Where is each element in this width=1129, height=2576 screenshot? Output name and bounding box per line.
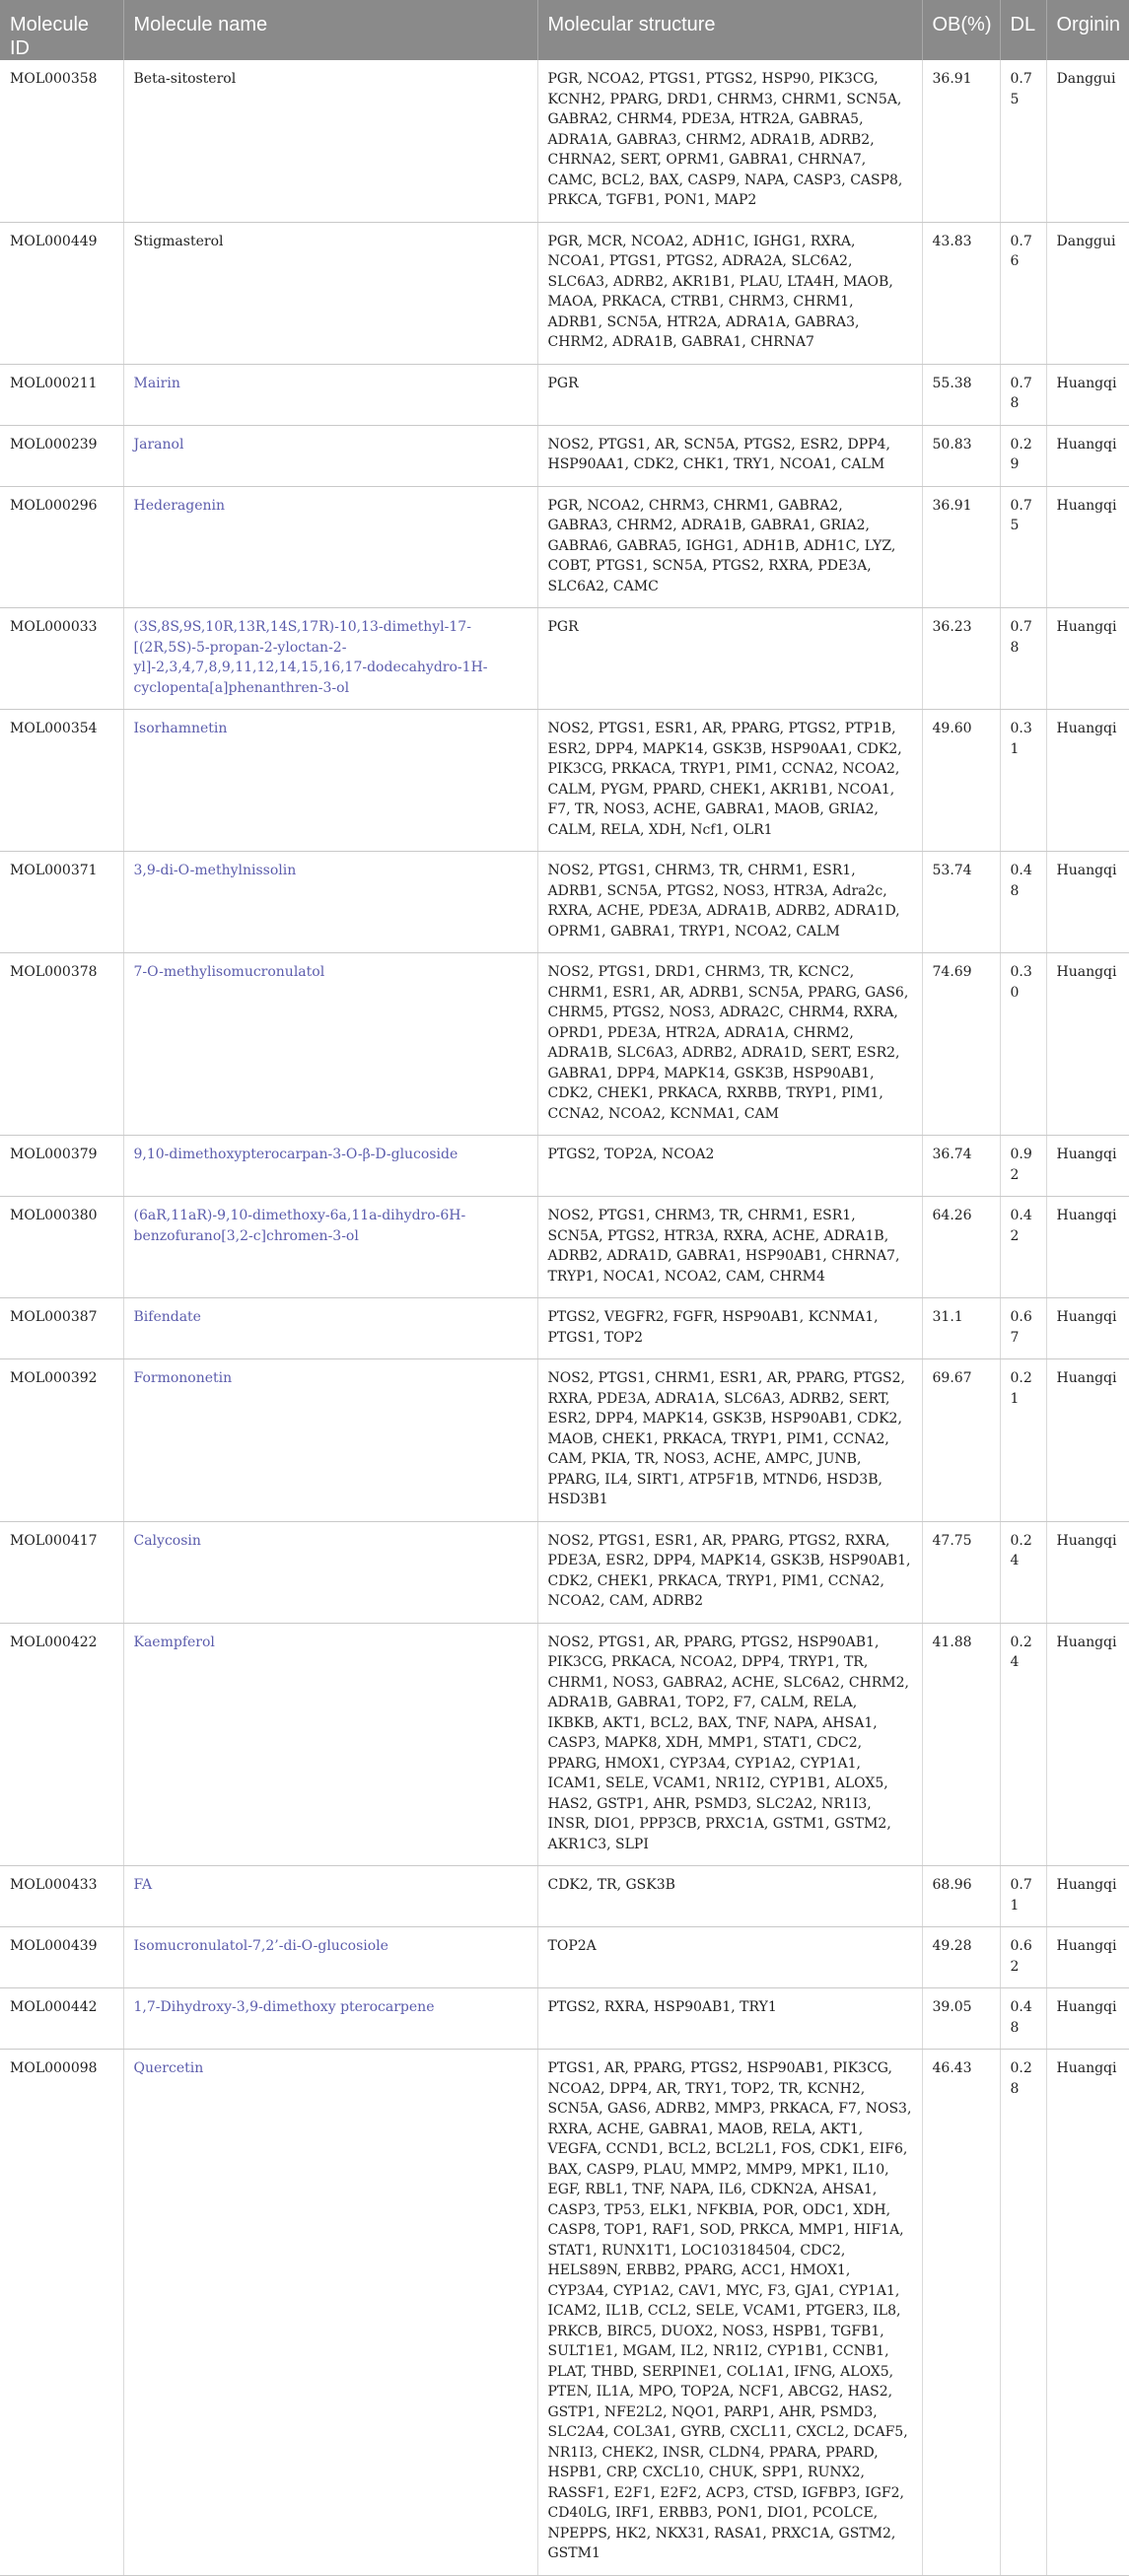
molecule-id: MOL000380 bbox=[0, 1197, 123, 1298]
table-row bbox=[0, 1927, 1129, 1988]
table-row bbox=[0, 953, 1129, 1136]
ob-value: 49.60 bbox=[922, 710, 1000, 852]
ob-value: 50.83 bbox=[922, 425, 1000, 486]
origin: Huangqi bbox=[1046, 2050, 1129, 2576]
molecular-structure: NOS2, PTGS1, CHRM3, TR, CHRM1, ESR1, ADRB1, SCN5A, PTGS2, NOS3, HTR3A, Adra2c, RXRA, ACHE, PDE3A, ADRA1B, ADRB2, ADRA1D, OPRM1, GABRA1, TRYP1, NCOA2, CALM bbox=[537, 852, 922, 953]
ob-value: 36.23 bbox=[922, 608, 1000, 710]
molecule-name-link[interactable]: Hederagenin bbox=[123, 486, 537, 608]
table-row bbox=[0, 1623, 1129, 1866]
molecule-name-link[interactable]: Quercetin bbox=[123, 2050, 537, 2576]
dl-value: 0.30 bbox=[1000, 953, 1046, 1136]
ob-value: 68.96 bbox=[922, 1866, 1000, 1927]
origin: Huangqi bbox=[1046, 1988, 1129, 2050]
header-origin: Orginin bbox=[1046, 0, 1129, 60]
dl-value: 0.24 bbox=[1000, 1623, 1046, 1866]
molecule-id: MOL000442 bbox=[0, 1988, 123, 2050]
table-row bbox=[0, 486, 1129, 608]
ob-value: 36.91 bbox=[922, 60, 1000, 222]
origin: Huangqi bbox=[1046, 710, 1129, 852]
origin: Huangqi bbox=[1046, 486, 1129, 608]
molecular-structure: TOP2A bbox=[537, 1927, 922, 1988]
molecular-structure: NOS2, PTGS1, ESR1, AR, PPARG, PTGS2, PTP1B, ESR2, DPP4, MAPK14, GSK3B, HSP90AA1, CDK2, PIK3CG, PRKACA, TRYP1, PIM1, CCNA2, NCOA2, CALM, PYGM, PPARD, CHEK1, AKR1B1, NCOA1, F7, TR, NOS3, ACHE, GABRA1, MAOB, GRIA2, CALM, RELA, XDH, Ncf1, OLR1 bbox=[537, 710, 922, 852]
molecule-name-link[interactable]: Bifendate bbox=[123, 1298, 537, 1359]
molecule-id: MOL000354 bbox=[0, 710, 123, 852]
origin: Huangqi bbox=[1046, 1521, 1129, 1623]
molecular-structure: NOS2, PTGS1, CHRM3, TR, CHRM1, ESR1, SCN5A, PTGS2, HTR3A, RXRA, ACHE, ADRA1B, ADRB2, ADRA1D, GABRA1, HSP90AB1, CHRNA7, TRYP1, NOCA1, NCOA2, CAM, CHRM4 bbox=[537, 1197, 922, 1298]
ob-value: 36.91 bbox=[922, 486, 1000, 608]
molecular-structure: PTGS2, TOP2A, NCOA2 bbox=[537, 1136, 922, 1197]
molecule-id: MOL000379 bbox=[0, 1136, 123, 1197]
molecule-id: MOL000378 bbox=[0, 953, 123, 1136]
molecule-id: MOL000392 bbox=[0, 1359, 123, 1522]
dl-value: 0.48 bbox=[1000, 852, 1046, 953]
dl-value: 0.75 bbox=[1000, 486, 1046, 608]
origin: Huangqi bbox=[1046, 953, 1129, 1136]
molecule-id: MOL000387 bbox=[0, 1298, 123, 1359]
dl-value: 0.78 bbox=[1000, 364, 1046, 425]
origin: Huangqi bbox=[1046, 1927, 1129, 1988]
table-row bbox=[0, 2050, 1129, 2576]
ob-value: 39.05 bbox=[922, 1988, 1000, 2050]
table-row bbox=[0, 710, 1129, 852]
ob-value: 53.74 bbox=[922, 852, 1000, 953]
origin: Danggui bbox=[1046, 222, 1129, 364]
ob-value: 55.38 bbox=[922, 364, 1000, 425]
molecule-name-link[interactable]: 3,9-di-O-methylnissolin bbox=[123, 852, 537, 953]
molecule-id: MOL000439 bbox=[0, 1927, 123, 1988]
molecular-structure: PGR bbox=[537, 608, 922, 710]
table-row bbox=[0, 1197, 1129, 1298]
molecular-structure: NOS2, PTGS1, CHRM1, ESR1, AR, PPARG, PTGS2, RXRA, PDE3A, ADRA1A, SLC6A3, ADRB2, SERT, ESR2, DPP4, MAPK14, GSK3B, HSP90AB1, CDK2, MAOB, CHEK1, PRKACA, TRYP1, PIM1, CCNA2, CAM, PKIA, TR, NOS3, ACHE, AMPC, JUNB, PPARG, IL4, SIRT1, ATP5F1B, MTND6, HSD3B, HSD3B1 bbox=[537, 1359, 922, 1522]
origin: Huangqi bbox=[1046, 1197, 1129, 1298]
table-row bbox=[0, 1298, 1129, 1359]
molecule-name-link[interactable]: Isomucronulatol-7,2’-di-O-glucosiole bbox=[123, 1927, 537, 1988]
ob-value: 69.67 bbox=[922, 1359, 1000, 1522]
header-molecule-name: Molecule name bbox=[123, 0, 537, 60]
origin: Huangqi bbox=[1046, 852, 1129, 953]
table-header bbox=[0, 0, 1129, 60]
ob-value: 47.75 bbox=[922, 1521, 1000, 1623]
header-ob: OB(%) bbox=[922, 0, 1000, 60]
table-row bbox=[0, 1136, 1129, 1197]
origin: Huangqi bbox=[1046, 1298, 1129, 1359]
molecular-structure: NOS2, PTGS1, ESR1, AR, PPARG, PTGS2, RXRA, PDE3A, ESR2, DPP4, MAPK14, GSK3B, HSP90AB1, CDK2, CHEK1, PRKACA, TRYP1, PIM1, CCNA2, NCOA2, CAM, ADRB2 bbox=[537, 1521, 922, 1623]
table-row bbox=[0, 222, 1129, 364]
origin: Huangqi bbox=[1046, 1359, 1129, 1522]
table-row bbox=[0, 1359, 1129, 1522]
origin: Huangqi bbox=[1046, 1623, 1129, 1866]
ob-value: 64.26 bbox=[922, 1197, 1000, 1298]
molecular-structure: PGR, MCR, NCOA2, ADH1C, IGHG1, RXRA, NCOA1, PTGS1, PTGS2, ADRA2A, SLC6A2, SLC6A3, ADRB2, AKR1B1, PLAU, LTA4H, MAOB, MAOA, PRKACA, CTRB1, CHRM3, CHRM1, ADRB1, SCN5A, HTR2A, ADRA1A, GABRA3, CHRM2, ADRA1B, GABRA1, CHRNA7 bbox=[537, 222, 922, 364]
ob-value: 49.28 bbox=[922, 1927, 1000, 1988]
molecule-name-link[interactable]: 9,10-dimethoxypterocarpan-3-O-β-D-glucoside bbox=[123, 1136, 537, 1197]
molecule-id: MOL000433 bbox=[0, 1866, 123, 1927]
dl-value: 0.29 bbox=[1000, 425, 1046, 486]
dl-value: 0.71 bbox=[1000, 1866, 1046, 1927]
molecule-name-link[interactable]: Isorhamnetin bbox=[123, 710, 537, 852]
dl-value: 0.31 bbox=[1000, 710, 1046, 852]
molecule-id: MOL000211 bbox=[0, 364, 123, 425]
table-row bbox=[0, 1521, 1129, 1623]
molecule-name-link[interactable]: 7-O-methylisomucronulatol bbox=[123, 953, 537, 1136]
table-row bbox=[0, 425, 1129, 486]
molecular-structure: CDK2, TR, GSK3B bbox=[537, 1866, 922, 1927]
table-row bbox=[0, 608, 1129, 710]
molecular-structure: NOS2, PTGS1, AR, PPARG, PTGS2, HSP90AB1, PIK3CG, PRKACA, NCOA2, DPP4, TRYP1, TR, CHRM1, NOS3, GABRA2, ACHE, SLC6A2, CHRM2, ADRA1B, GABRA1, TOP2, F7, CALM, RELA, IKBKB, AKT1, BCL2, BAX, TNF, NAPA, AHSA1, CASP3, MAPK8, XDH, MMP1, STAT1, CDC2, PPARG, HMOX1, CYP3A4, CYP1A2, CYP1A1, ICAM1, SELE, VCAM1, NR1I2, CYP1B1, ALOX5, HAS2, GSTP1, AHR, PSMD3, SLC2A2, NR1I3, INSR, DIO1, PPP3CB, PRXC1A, GSTM1, GSTM2, AKR1C3, SLPI bbox=[537, 1623, 922, 1866]
molecule-name-link[interactable]: Mairin bbox=[123, 364, 537, 425]
origin: Huangqi bbox=[1046, 1866, 1129, 1927]
table-row bbox=[0, 364, 1129, 425]
molecular-structure: PGR, NCOA2, CHRM3, CHRM1, GABRA2, GABRA3, CHRM2, ADRA1B, GABRA1, GRIA2, GABRA6, GABRA5, IGHG1, ADH1B, ADH1C, LYZ, COBT, PTGS1, SCN5A, PTGS2, RXRA, PDE3A, SLC6A2, CAMC bbox=[537, 486, 922, 608]
molecule-name-link[interactable]: Calycosin bbox=[123, 1521, 537, 1623]
header-molecule-id: Molecule ID bbox=[0, 0, 123, 60]
dl-value: 0.48 bbox=[1000, 1988, 1046, 2050]
dl-value: 0.62 bbox=[1000, 1927, 1046, 1988]
dl-value: 0.24 bbox=[1000, 1521, 1046, 1623]
ob-value: 31.1 bbox=[922, 1298, 1000, 1359]
header-dl: DL bbox=[1000, 0, 1046, 60]
table-row bbox=[0, 1988, 1129, 2050]
header-molecular-structure: Molecular structure bbox=[537, 0, 922, 60]
dl-value: 0.21 bbox=[1000, 1359, 1046, 1522]
origin: Huangqi bbox=[1046, 1136, 1129, 1197]
ob-value: 46.43 bbox=[922, 2050, 1000, 2576]
molecule-name: Stigmasterol bbox=[123, 222, 537, 364]
origin: Huangqi bbox=[1046, 425, 1129, 486]
table-body bbox=[0, 60, 1129, 2575]
molecular-structure: NOS2, PTGS1, AR, SCN5A, PTGS2, ESR2, DPP4, HSP90AA1, CDK2, CHK1, TRY1, NCOA1, CALM bbox=[537, 425, 922, 486]
origin: Danggui bbox=[1046, 60, 1129, 222]
molecular-structure: PTGS2, RXRA, HSP90AB1, TRY1 bbox=[537, 1988, 922, 2050]
molecular-structure: PGR bbox=[537, 364, 922, 425]
molecule-id: MOL000371 bbox=[0, 852, 123, 953]
ob-value: 41.88 bbox=[922, 1623, 1000, 1866]
origin: Huangqi bbox=[1046, 364, 1129, 425]
dl-value: 0.78 bbox=[1000, 608, 1046, 710]
dl-value: 0.75 bbox=[1000, 60, 1046, 222]
molecule-name: Beta-sitosterol bbox=[123, 60, 537, 222]
molecule-name-link[interactable]: (3S,8S,9S,10R,13R,14S,17R)-10,13-dimethyl-17-[(2R,5S)-5-propan-2-yloctan-2-yl]-2,3,4,7,8,9,11,12,14,15,16,17-dodecahydro-1H-cyclopenta[a]phenanthren-3-ol bbox=[123, 608, 537, 710]
molecule-id: MOL000422 bbox=[0, 1623, 123, 1866]
header-row bbox=[0, 0, 1129, 60]
molecule-id: MOL000449 bbox=[0, 222, 123, 364]
molecule-id: MOL000098 bbox=[0, 2050, 123, 2576]
molecule-name-link[interactable]: (6aR,11aR)-9,10-dimethoxy-6a,11a-dihydro-6H-benzofurano[3,2-c]chromen-3-ol bbox=[123, 1197, 537, 1298]
dl-value: 0.28 bbox=[1000, 2050, 1046, 2576]
dl-value: 0.92 bbox=[1000, 1136, 1046, 1197]
molecule-name-link[interactable]: Kaempferol bbox=[123, 1623, 537, 1866]
table-row bbox=[0, 1866, 1129, 1927]
ob-value: 36.74 bbox=[922, 1136, 1000, 1197]
molecular-structure: NOS2, PTGS1, DRD1, CHRM3, TR, KCNC2, CHRM1, ESR1, AR, ADRB1, SCN5A, PPARG, GAS6, CHRM5, PTGS2, NOS3, ADRA2C, CHRM4, RXRA, OPRD1, PDE3A, HTR2A, ADRA1A, CHRM2, ADRA1B, SLC6A3, ADRB2, ADRA1D, SERT, ESR2, GABRA1, DPP4, MAPK14, GSK3B, HSP90AB1, CDK2, CHEK1, PRKACA, RXRBB, TRYP1, PIM1, CCNA2, NCOA2, KCNMA1, CAM bbox=[537, 953, 922, 1136]
molecule-name-link[interactable]: Jaranol bbox=[123, 425, 537, 486]
molecule-name-link[interactable]: FA bbox=[123, 1866, 537, 1927]
molecule-id: MOL000417 bbox=[0, 1521, 123, 1623]
molecule-id: MOL000296 bbox=[0, 486, 123, 608]
ob-value: 43.83 bbox=[922, 222, 1000, 364]
table-row bbox=[0, 60, 1129, 222]
dl-value: 0.67 bbox=[1000, 1298, 1046, 1359]
molecular-structure: PTGS1, AR, PPARG, PTGS2, HSP90AB1, PIK3CG, NCOA2, DPP4, AR, TRY1, TOP2, TR, KCNH2, SCN5A, GAS6, ADRB2, MMP3, PRKACA, F7, NOS3, RXRA, ACHE, GABRA1, MAOB, RELA, AKT1, VEGFA, CCND1, BCL2, BCL2L1, FOS, CDK1, EIF6, BAX, CASP9, PLAU, MMP2, MMP9, MPK1, IL10, EGF, RBL1, TNF, NAPA, IL6, CDKN2A, AHSA1, CASP3, TP53, ELK1, NFKBIA, POR, ODC1, XDH, CASP8, TOP1, RAF1, SOD, PRKCA, MMP1, HIF1A, STAT1, RUNX1T1, LOC103184504, CDC2, HELS89N, ERBB2, PPARG, ACC1, HMOX1, CYP3A4, CYP1A2, CAV1, MYC, F3, GJA1, CYP1A1, ICAM2, IL1B, CCL2, SELE, VCAM1, PTGER3, IL8, PRKCB, BIRC5, DUOX2, NOS3, HSPB1, TGFB1, SULT1E1, MGAM, IL2, NR1I2, CYP1B1, CCNB1, PLAT, THBD, SERPINE1, COL1A1, IFNG, ALOX5, PTEN, IL1A, MPO, TOP2A, NCF1, ABCG2, HAS2, GSTP1, NFE2L2, NQO1, PARP1, AHR, PSMD3, SLC2A4, COL3A1, GYRB, CXCL11, CXCL2, DCAF5, NR1I3, CHEK2, INSR, CLDN4, PPARA, PPARD, HSPB1, CRP, CXCL10, CHUK, SPP1, RUNX2, RASSF1, E2F1, E2F2, ACP3, CTSD, IGFBP3, IGF2, CD40LG, IRF1, ERBB3, PON1, DIO1, PCOLCE, NPEPPS, HK2, NKX31, RASA1, PRXC1A, GSTM2, GSTM1 bbox=[537, 2050, 922, 2576]
origin: Huangqi bbox=[1046, 608, 1129, 710]
molecule-id: MOL000239 bbox=[0, 425, 123, 486]
dl-value: 0.42 bbox=[1000, 1197, 1046, 1298]
table-row bbox=[0, 852, 1129, 953]
molecule-name-link[interactable]: 1,7-Dihydroxy-3,9-dimethoxy pterocarpene bbox=[123, 1988, 537, 2050]
molecule-id: MOL000358 bbox=[0, 60, 123, 222]
molecular-structure: PTGS2, VEGFR2, FGFR, HSP90AB1, KCNMA1, PTGS1, TOP2 bbox=[537, 1298, 922, 1359]
molecule-id: MOL000033 bbox=[0, 608, 123, 710]
ob-value: 74.69 bbox=[922, 953, 1000, 1136]
dl-value: 0.76 bbox=[1000, 222, 1046, 364]
molecular-structure: PGR, NCOA2, PTGS1, PTGS2, HSP90, PIK3CG, KCNH2, PPARG, DRD1, CHRM3, CHRM1, SCN5A, GABRA2, CHRM4, PDE3A, HTR2A, GABRA5, ADRA1A, GABRA3, CHRM2, ADRA1B, ADRB2, CHRNA2, SERT, OPRM1, GABRA1, CHRNA7, CAMC, BCL2, BAX, CASP9, NAPA, CASP3, CASP8, PRKCA, TGFB1, PON1, MAP2 bbox=[537, 60, 922, 222]
molecule-name-link[interactable]: Formononetin bbox=[123, 1359, 537, 1522]
